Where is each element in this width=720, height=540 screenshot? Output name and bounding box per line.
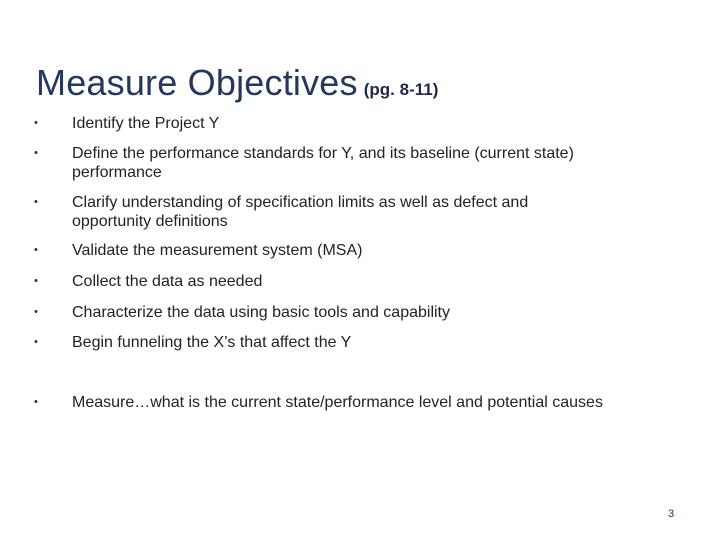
title-page-reference: (pg. 8-11): [363, 80, 439, 99]
bullet-icon: •: [34, 336, 38, 348]
bullet-icon: •: [34, 117, 38, 129]
bullet-icon: •: [34, 147, 38, 159]
bullet-icon: •: [34, 244, 38, 256]
slide-title: [36, 62, 438, 104]
bullet-text: Characterize the data using basic tools and capability: [72, 304, 450, 321]
bullet-icon: •: [34, 396, 38, 408]
title-main: Measure Objectives: [36, 62, 358, 103]
bullet-text: Clarify understanding of specification limits as well as defect and opportunity definitions: [72, 194, 529, 230]
bullet-text: Identify the Project Y: [72, 115, 220, 132]
bullet-text: Begin funneling the X’s that affect the Y: [72, 334, 352, 351]
bullet-text: Collect the data as needed: [72, 273, 263, 290]
bullet-icon: •: [34, 196, 38, 208]
bullet-icon: •: [34, 306, 38, 318]
bullet-text: Define the performance standards for Y, and its baseline (current state) performance: [72, 145, 574, 181]
bullet-icon: •: [34, 275, 38, 287]
bullet-text: Validate the measurement system (MSA): [72, 242, 363, 259]
bullet-text: Measure…what is the current state/performance level and potential causes: [72, 394, 603, 411]
page-number: 3: [668, 508, 675, 520]
